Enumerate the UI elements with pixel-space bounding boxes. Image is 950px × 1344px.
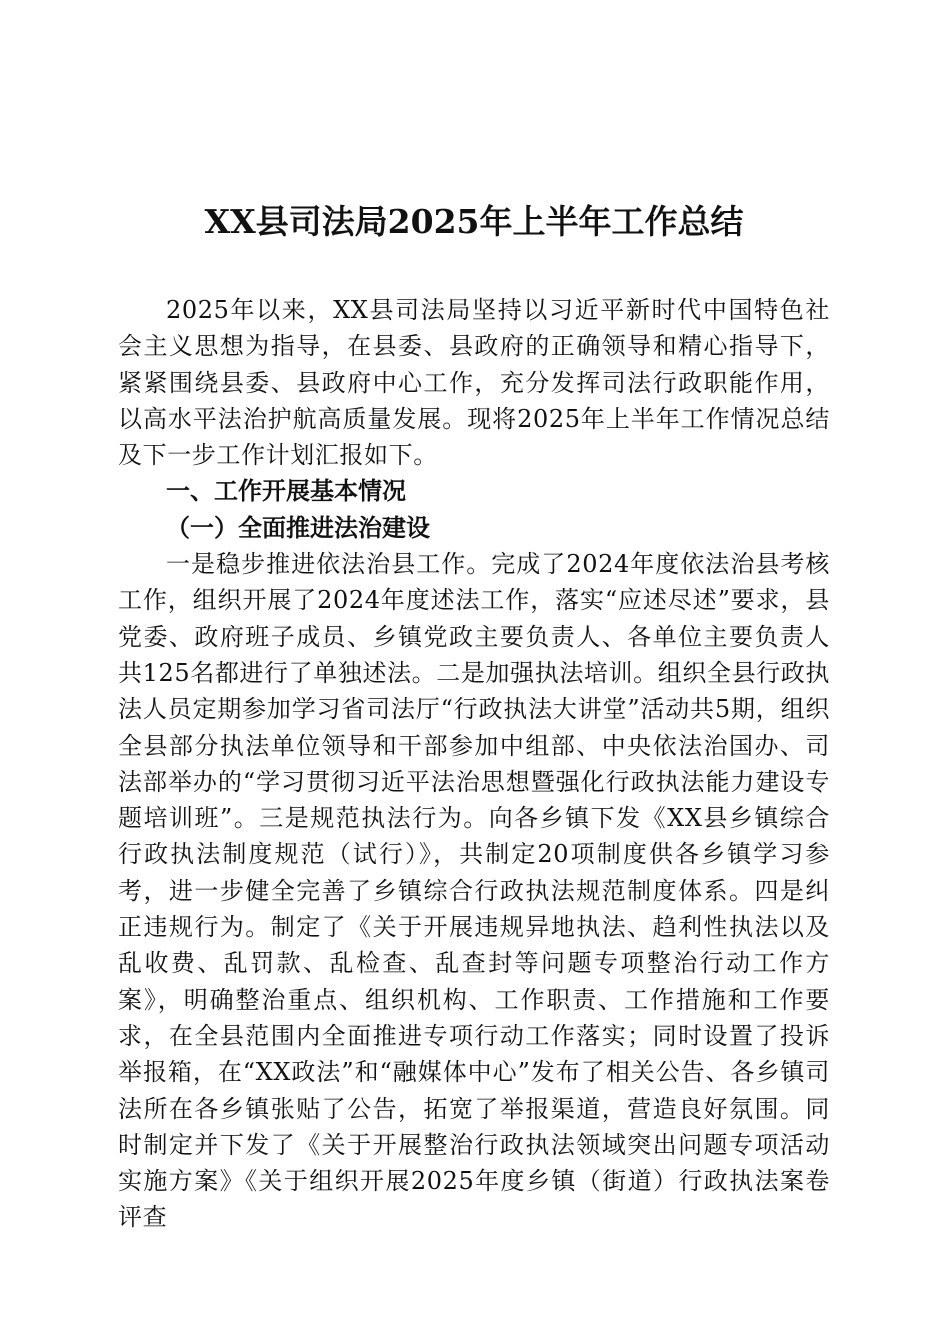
subsection-1-paragraph: 一是稳步推进依法治县工作。完成了2024年度依法治县考核工作，组织开展了2024年度述法工作，落实“应述尽述”要求，县党委、政府班子成员、乡镇党政主要负责人、各单位主要负责人共125名都进行了单独述法。二是加强执法培训。组织全县行政执法人员定期参加学习省司法厅“行政执法大讲堂”活动共5期，组织全县部分执法单位领导和干部参加中组部、中央依法治国办、司法部举办的“学习贯彻习近平法治思想暨强化行政执法能力建设专题培训班”。三是规范执法行为。向各乡镇下发《XX县乡镇综合行政执法制度规范（试行）》，共制定20项制度供各乡镇学习参考，进一步健全完善了乡镇综合行政执法规范制度体系。四是纠正违规行为。制定了《关于开展违规异地执法、趋利性执法以及乱收费、乱罚款、乱检查、乱查封等问题专项整治行动工作方案》，明确整治重点、组织机构、工作职责、工作措施和工作要求，在全县范围内全面推进专项行动工作落实；同时设置了投诉举报箱，在“XX政法”和“融媒体中心”发布了相关公告、各乡镇司法所在各乡镇张贴了公告，拓宽了举报渠道，营造良好氛围。同时制定并下发了《关于开展整治行政执法领域突出问题专项活动实施方案》《关于组织开展2025年度乡镇（街道）行政执法案卷评查 [118,550,830,1232]
subsection-heading-1: （一）全面推进法治建设 [166,512,430,542]
document-body [118,292,830,1236]
section-heading-1: 一、工作开展基本情况 [166,477,406,506]
document-title: XX县司法局2025年上半年工作总结 [204,202,744,241]
intro-paragraph: 2025年以来，XX县司法局坚持以习近平新时代中国特色社会主义思想为指导，在县委、县政府的正确领导和精心指导下，紧紧围绕县委、县政府中心工作，充分发挥司法行政职能作用，以高水平法治护航高质量发展。现将2025年上半年工作情况总结及下一步工作计划汇报如下。 [118,296,830,470]
